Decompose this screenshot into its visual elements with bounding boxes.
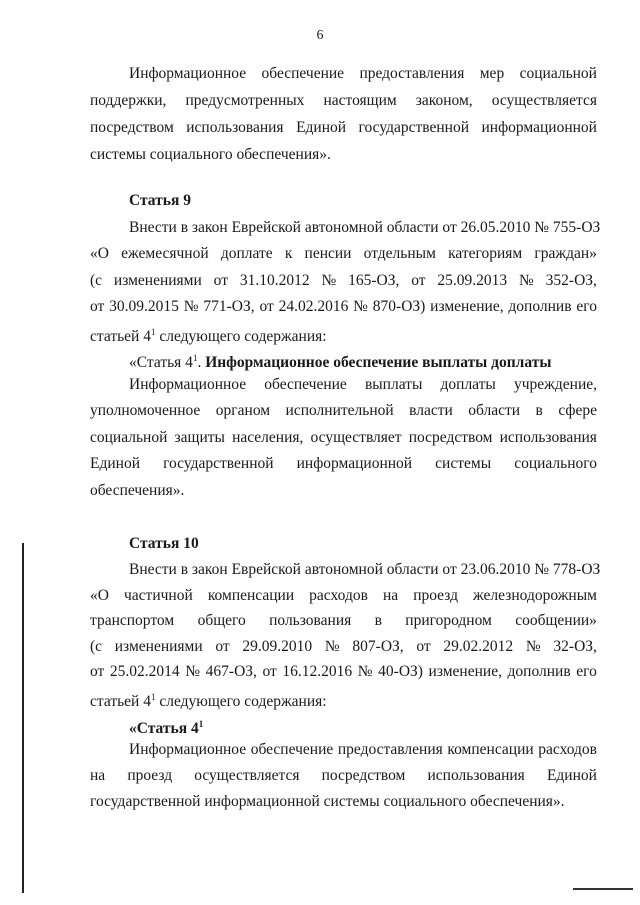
word: информационной xyxy=(296,455,413,472)
article-10-line5 xyxy=(90,662,597,682)
word: мер xyxy=(479,65,505,82)
article-9-body-line4 xyxy=(90,454,597,474)
word: частичной xyxy=(124,587,193,604)
word: 30.09.2015 xyxy=(109,298,179,315)
word: изменение, xyxy=(430,298,504,315)
word: в xyxy=(535,402,543,419)
word: Информационное xyxy=(129,376,247,393)
word: железнодорожным xyxy=(473,587,597,604)
article-10-quote-title: «Статья $4^1$ xyxy=(129,719,204,737)
word: государственной xyxy=(358,119,470,136)
margin-mark xyxy=(22,543,24,893)
word: посредством xyxy=(90,119,174,136)
article-9-body-line3 xyxy=(90,428,597,448)
word: № xyxy=(357,663,373,680)
word: предоставления xyxy=(359,65,465,82)
word: сообщении» xyxy=(515,612,597,629)
word: № xyxy=(353,298,368,315)
word: защиты xyxy=(174,429,225,446)
word: исполнительной xyxy=(285,402,394,419)
word: его xyxy=(576,298,597,315)
word: обеспечение xyxy=(261,65,345,82)
word: 25.02.2014 xyxy=(109,663,180,680)
word: № xyxy=(324,638,340,655)
word: общего xyxy=(197,612,246,629)
word: 807-ОЗ, xyxy=(352,638,404,655)
word: осуществляется xyxy=(491,92,597,109)
word: компенсации xyxy=(207,587,295,604)
word: «О xyxy=(90,245,109,262)
word: пригородном xyxy=(405,612,492,629)
word: пенсии xyxy=(304,245,352,262)
article-9-line5: статьей $4^1$ следующего содержания: xyxy=(90,327,327,345)
para1-line4: системы социального обеспечения». xyxy=(90,146,331,163)
word: выплаты xyxy=(364,376,423,393)
word: категориям xyxy=(448,245,523,262)
word: отдельным xyxy=(363,245,436,262)
article-10-body-line2 xyxy=(90,766,597,786)
article-9-line3 xyxy=(90,271,597,291)
word: на xyxy=(90,767,106,784)
word: Информационное xyxy=(129,65,247,82)
word: системы xyxy=(435,455,492,472)
word: транспортом xyxy=(90,612,175,629)
word: от xyxy=(215,638,230,655)
article-10-body-line3: государственной информационной системы социального обеспечения». xyxy=(90,793,565,810)
article-9-line1: Внести в закон Еврейской автономной области от 26.05.2010 № 755-ОЗ xyxy=(129,219,601,236)
word: расходов xyxy=(309,587,368,604)
word: изменение, xyxy=(428,663,502,680)
word: от xyxy=(259,298,274,315)
article-9-body-line2 xyxy=(90,401,597,421)
word: 771-ОЗ, xyxy=(203,298,255,315)
word: использования xyxy=(186,119,284,136)
word: обеспечение xyxy=(250,741,334,758)
para1-line1 xyxy=(129,64,597,84)
article-9-body-line5: обеспечения». xyxy=(90,482,185,499)
word: дополнив xyxy=(508,298,572,315)
word: дополнив xyxy=(507,663,571,680)
word: использования xyxy=(499,429,597,446)
word: граждан» xyxy=(534,245,597,262)
word: области xyxy=(468,402,521,419)
word: от xyxy=(90,663,105,680)
article-10-body-line1 xyxy=(129,740,597,760)
word: на xyxy=(382,587,399,604)
word: от xyxy=(411,272,426,289)
word: 16.12.2016 xyxy=(282,663,353,680)
word: уполномоченное xyxy=(90,402,201,419)
word: «О xyxy=(90,587,109,604)
word: пользования xyxy=(269,612,352,629)
word: в xyxy=(374,612,382,629)
word: посредством xyxy=(321,767,406,784)
word: 352-ОЗ, xyxy=(545,272,597,289)
word: 24.02.2016 xyxy=(278,298,349,315)
article-10-line2 xyxy=(90,586,597,606)
word: доплаты xyxy=(440,376,496,393)
article-10-line1: Внести в закон Еврейской автономной области от 23.06.2010 № 778-ОЗ xyxy=(129,561,601,578)
word: № xyxy=(519,272,534,289)
word: органом xyxy=(215,402,271,419)
word: его xyxy=(576,663,597,680)
word: изменениями xyxy=(113,272,202,289)
article-10-line4 xyxy=(90,637,597,657)
word: 467-ОЗ, xyxy=(205,663,257,680)
corner-mark xyxy=(573,888,633,890)
word: Единой xyxy=(546,767,597,784)
word: от xyxy=(90,298,105,315)
word: изменениями xyxy=(114,638,203,655)
word: № xyxy=(183,298,199,315)
word: 870-ОЗ) xyxy=(372,298,426,315)
word: поддержки, xyxy=(90,92,167,109)
word: расходов xyxy=(538,741,597,758)
word: (с xyxy=(90,638,103,655)
word: проезд xyxy=(413,587,458,604)
word: населения, xyxy=(232,429,304,446)
word: 29.02.2012 xyxy=(443,638,514,655)
word: ежемесячной xyxy=(121,245,209,262)
article-9-line4 xyxy=(90,297,597,317)
word: 165-ОЗ, xyxy=(348,272,400,289)
article-10-line6: статьей $4^1$ следующего содержания: xyxy=(90,692,327,710)
word: от xyxy=(213,272,228,289)
page-number: 6 xyxy=(316,28,324,43)
para1-line2 xyxy=(90,91,597,111)
word: 29.09.2010 xyxy=(242,638,313,655)
word: осуществляется xyxy=(194,767,300,784)
word: Единой xyxy=(296,119,347,136)
word: социальной xyxy=(519,65,597,82)
word: № xyxy=(321,272,337,289)
word: № xyxy=(185,663,201,680)
word: от xyxy=(416,638,431,655)
word: социальной xyxy=(90,429,168,446)
word: предоставления xyxy=(337,741,443,758)
word: 25.09.2013 xyxy=(437,272,508,289)
word: сфере xyxy=(558,402,597,419)
article-9-line2 xyxy=(90,244,597,264)
word: законом, xyxy=(415,92,473,109)
word: 31.10.2012 xyxy=(239,272,310,289)
word: посредством xyxy=(408,429,493,446)
word: социального xyxy=(514,455,597,472)
word: компенсации xyxy=(447,741,534,758)
word: доплате xyxy=(220,245,273,262)
word: использования xyxy=(427,767,525,784)
word: государственной xyxy=(163,455,274,472)
word: № xyxy=(525,638,541,655)
article-10-heading: Статья 10 xyxy=(129,535,199,552)
word: власти xyxy=(409,402,453,419)
word: Информационное xyxy=(129,741,247,758)
word: 40-ОЗ) xyxy=(378,663,423,680)
word: учреждение, xyxy=(514,376,597,393)
word: (с xyxy=(90,272,103,289)
para1-line3 xyxy=(90,118,597,138)
word: обеспечение xyxy=(264,376,347,393)
word: Единой xyxy=(90,455,140,472)
word: от xyxy=(262,663,277,680)
article-10-line3 xyxy=(90,611,597,631)
word: 32-ОЗ, xyxy=(553,638,597,655)
word: проезд xyxy=(127,767,173,784)
word: информационной xyxy=(481,119,597,136)
word: осуществляет xyxy=(310,429,402,446)
word: настоящим xyxy=(323,92,397,109)
article-9-quote-title: «Статья $4^1$. Информационное обеспечение выплаты доплаты xyxy=(129,353,552,371)
word: к xyxy=(284,245,293,262)
article-9-body-line1 xyxy=(129,375,597,395)
word: предусмотренных xyxy=(185,92,305,109)
article-9-heading: Статья 9 xyxy=(129,192,191,209)
